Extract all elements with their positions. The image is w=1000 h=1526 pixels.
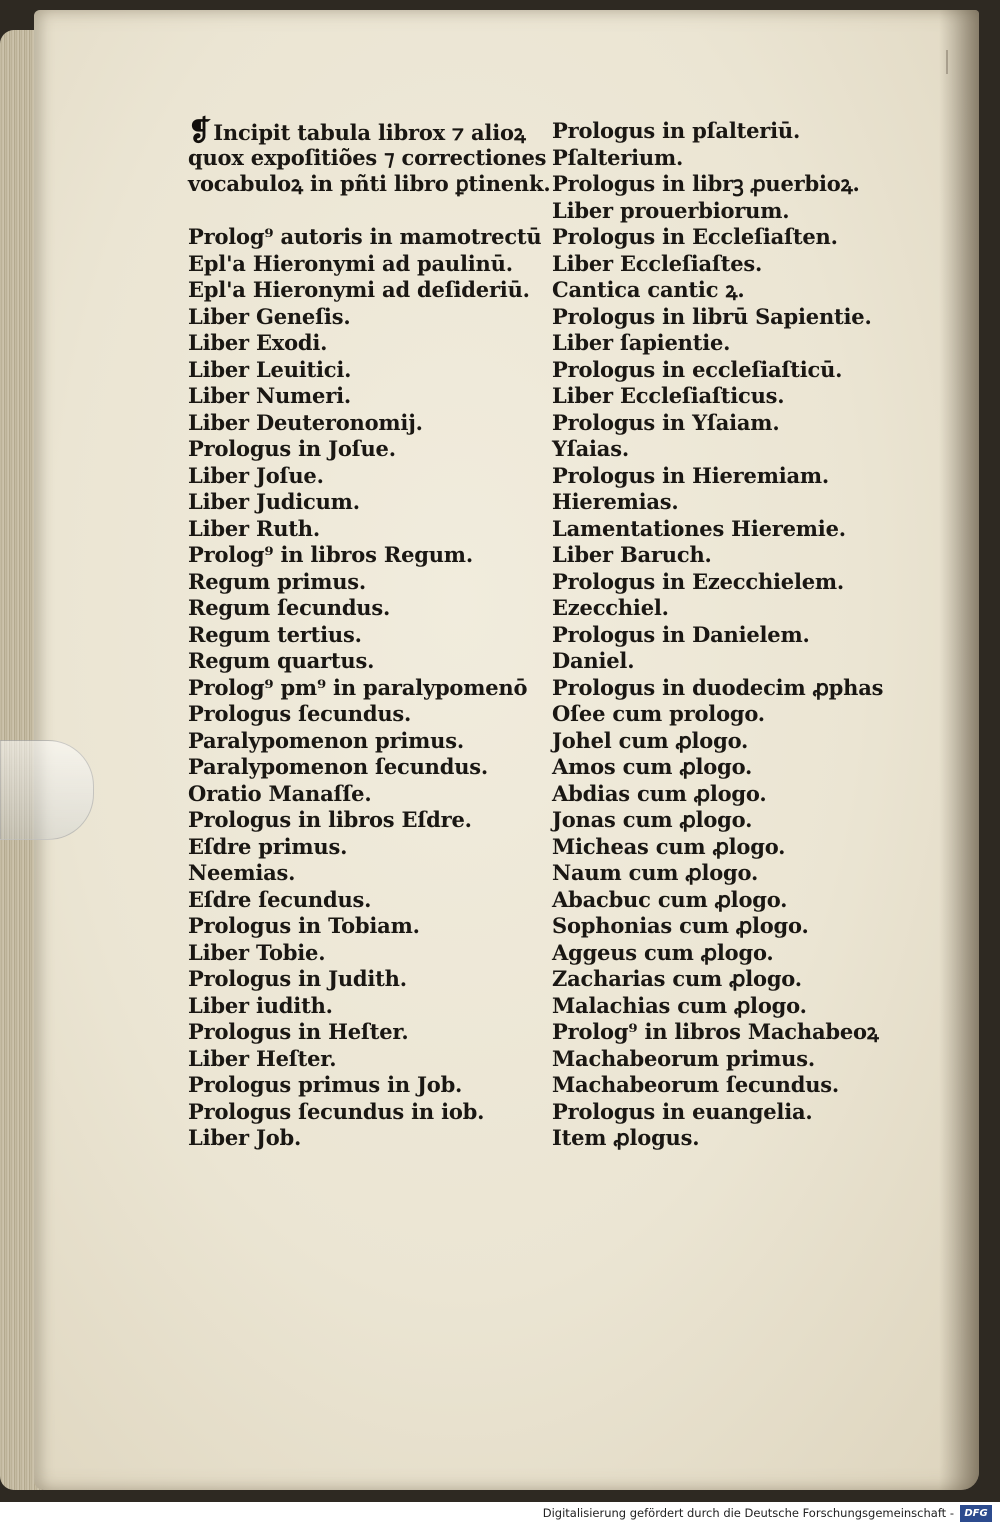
toc-entry: Prologus in libros Eſdre. (188, 807, 472, 832)
toc-entry: Eſdre primus. (188, 833, 348, 859)
toc-entry: Prologus in Eccleſiaſten. (552, 224, 838, 249)
toc-entry: Liber Tobie. (188, 939, 326, 965)
toc-entry: Oſee cum prologo. (552, 701, 765, 726)
toc-entry: Johel cum ꝓlogo. (552, 727, 749, 753)
footer-credit: Digitalisierung gefördert durch die Deutsche Forschungsgemeinschaft - (542, 1506, 954, 1520)
toc-entry: Abdias cum ꝓlogo. (552, 780, 767, 806)
heading-line: vocabuloꝝ in pñti libro ꝑtinenk. (188, 171, 551, 196)
toc-entry: Daniel. (552, 648, 635, 673)
toc-entry: Prolog⁹ in libros Regum. (188, 542, 473, 567)
toc-entry: Oratio Manaſſe. (188, 780, 372, 806)
left-entry-list (188, 224, 542, 1152)
toc-entry: Regum primus. (188, 568, 367, 594)
toc-entry: Naum cum ꝓlogo. (552, 860, 759, 885)
toc-entry: Liber Judicum. (188, 489, 360, 514)
toc-entry: Liber iudith. (188, 992, 333, 1018)
toc-entry: Zacharias cum ꝓlogo. (552, 966, 802, 991)
toc-entry: Liber Heſter. (188, 1045, 337, 1071)
toc-entry: Prologus in librū Sapientie. (552, 303, 872, 329)
toc-entry: Liber Ruth. (188, 515, 320, 541)
dfg-logo[interactable]: DFG (960, 1505, 992, 1522)
toc-entry: Paralypomenon primus. (188, 727, 464, 753)
toc-entry: Prolog⁹ pm⁹ in paralypomenō (188, 674, 528, 700)
toc-entry: Prologus ſecundus. (188, 701, 412, 726)
toc-entry: Micheas cum ꝓlogo. (552, 833, 786, 859)
toc-entry: Hieremias. (552, 489, 679, 514)
heading-line: ❡Incipit tabula librox ⁊ alioꝝ (188, 114, 526, 147)
toc-entry: Prologus in duodecim ꝓphas (552, 674, 884, 700)
toc-entry: Liber Baruch. (552, 542, 712, 567)
folio-mark (946, 50, 954, 74)
toc-entry: Prologus in Hieremiam. (552, 462, 830, 488)
toc-entry: Liber Job. (188, 1125, 302, 1150)
toc-entry: Liber Geneſis. (188, 303, 351, 329)
toc-entry: Jonas cum ꝓlogo. (552, 807, 753, 832)
toc-entry: Regum tertius. (188, 621, 362, 647)
toc-entry: Aggeus cum ꝓlogo. (552, 939, 774, 965)
toc-entry: Liber Joſue. (188, 462, 324, 488)
right-column (552, 118, 897, 1152)
toc-entry: Neemias. (188, 860, 296, 885)
toc-entry: Prolog⁹ in libros Machabeoꝝ (552, 1019, 879, 1044)
toc-entry: Item ꝓlogus. (552, 1125, 700, 1150)
toc-entry: Epl'a Hieronymi ad paulinū. (188, 250, 513, 276)
toc-entry: Prologus in Heſter. (188, 1019, 409, 1044)
toc-entry: Prologus in Danielem. (552, 621, 810, 647)
toc-entry: Prologus in Joſue. (188, 436, 396, 461)
toc-entry: Cantica cantic ꝝ. (552, 277, 745, 302)
toc-entry: Prologus in euangelia. (552, 1098, 813, 1124)
toc-entry: Prologus in Ezecchielem. (552, 568, 845, 594)
toc-entry: Lamentationes Hieremie. (552, 515, 846, 541)
toc-entry: Liber Leuitici. (188, 356, 352, 382)
toc-entry: Liber Eccleſiaſtes. (552, 250, 763, 276)
toc-entry: Liber ſapientie. (552, 330, 731, 355)
toc-entry: Liber Eccleſiaſticus. (552, 383, 785, 408)
toc-entry: Eſdre ſecundus. (188, 886, 372, 912)
paragraph-mark-icon: ❡ (188, 114, 212, 147)
toc-entry: Epl'a Hieronymi ad deſideriū. (188, 277, 530, 302)
book-clamp (0, 740, 94, 840)
left-column (188, 114, 551, 1152)
toc-entry: Prologus ſecundus in iob. (188, 1098, 485, 1124)
toc-entry: Prologus in eccleſiaſticū. (552, 356, 843, 382)
toc-entry: Yſaias. (552, 436, 629, 461)
heading-line: quox expoſitiões ⁊ correctiones (188, 144, 547, 170)
toc-entry: Liber Numeri. (188, 383, 351, 408)
toc-entry: Malachias cum ꝓlogo. (552, 992, 807, 1018)
toc-entry: Ezecchiel. (552, 595, 669, 620)
toc-entry: Sophonias cum ꝓlogo. (552, 913, 809, 938)
toc-entry: Prologus in Judith. (188, 966, 407, 991)
toc-entry: Liber Exodi. (188, 330, 328, 355)
toc-entry: Amos cum ꝓlogo. (552, 754, 753, 779)
toc-entry: Pſalterium. (552, 144, 684, 170)
toc-entry: Prolog⁹ autoris in mamotrectū (188, 224, 542, 249)
toc-entry: Prologus in Yſaiam. (552, 409, 780, 435)
toc-entry: Abacbuc cum ꝓlogo. (552, 886, 788, 912)
toc-entry: Prologus in Tobiam. (188, 913, 420, 938)
right-entry-list (552, 118, 897, 1152)
footer-bar (0, 1502, 1000, 1526)
toc-entry: Machabeorum primus. (552, 1045, 815, 1071)
toc-entry: Machabeorum ſecundus. (552, 1072, 840, 1097)
toc-entry: Paralypomenon ſecundus. (188, 754, 489, 779)
toc-entry: Liber prouerbiorum. (552, 197, 790, 223)
page-gutter-shadow (939, 10, 979, 1490)
toc-entry: Regum ſecundus. (188, 595, 391, 620)
toc-entry: Prologus primus in Job. (188, 1072, 463, 1097)
toc-entry: Liber Deuteronomij. (188, 409, 423, 435)
toc-entry: Prologus in pſalteriū. (552, 118, 801, 143)
toc-entry: Regum quartus. (188, 648, 375, 673)
toc-entry: Prologus in librꝫ ꝓuerbioꝝ. (552, 171, 860, 196)
